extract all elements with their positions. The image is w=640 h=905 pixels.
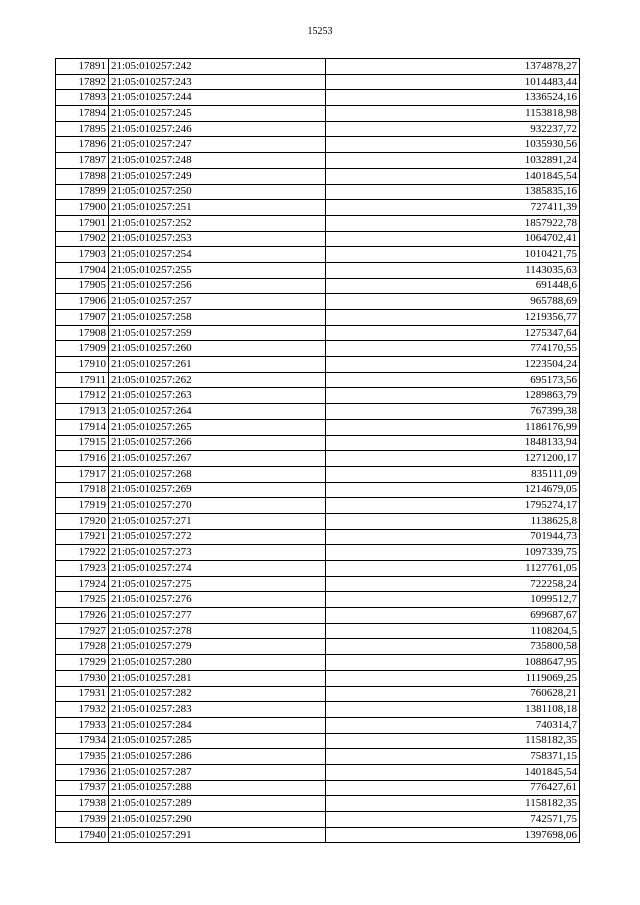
- value-cell: 722258,24: [326, 576, 580, 592]
- cadastral-number-cell: 21:05:010257:258: [109, 310, 326, 326]
- cadastral-number-cell: 21:05:010257:264: [109, 404, 326, 420]
- value-cell: 1153818,98: [326, 106, 580, 122]
- cadastral-number-cell: 21:05:010257:273: [109, 545, 326, 561]
- table-row: [56, 545, 580, 561]
- cadastral-number-cell: 21:05:010257:248: [109, 153, 326, 169]
- table-row: [56, 498, 580, 514]
- cadastral-number-cell: 21:05:010257:285: [109, 733, 326, 749]
- value-cell: 758371,15: [326, 749, 580, 765]
- table-row: [56, 529, 580, 545]
- row-number-cell: 17901: [56, 215, 109, 231]
- cadastral-number-cell: 21:05:010257:261: [109, 357, 326, 373]
- value-cell: 701944,73: [326, 529, 580, 545]
- table-row: [56, 404, 580, 420]
- cadastral-number-cell: 21:05:010257:252: [109, 215, 326, 231]
- table-row: [56, 796, 580, 812]
- row-number-cell: 17929: [56, 655, 109, 671]
- row-number-cell: 17898: [56, 168, 109, 184]
- value-cell: 774170,55: [326, 341, 580, 357]
- page-number: 15253: [307, 26, 333, 37]
- row-number-cell: 17903: [56, 247, 109, 263]
- row-number-cell: 17893: [56, 90, 109, 106]
- value-cell: 1186176,99: [326, 419, 580, 435]
- cadastral-number-cell: 21:05:010257:255: [109, 262, 326, 278]
- table-row: [56, 106, 580, 122]
- value-cell: 1119069,25: [326, 670, 580, 686]
- table-row: [56, 451, 580, 467]
- row-number-cell: 17923: [56, 561, 109, 577]
- table-row: [56, 215, 580, 231]
- cadastral-number-cell: 21:05:010257:290: [109, 812, 326, 828]
- table-row: [56, 561, 580, 577]
- cadastral-number-cell: 21:05:010257:287: [109, 764, 326, 780]
- cadastral-number-cell: 21:05:010257:271: [109, 513, 326, 529]
- table-row: [56, 435, 580, 451]
- table-row: [56, 59, 580, 75]
- value-cell: 1374878,27: [326, 59, 580, 75]
- table-row: [56, 592, 580, 608]
- table-row: [56, 764, 580, 780]
- table-row: [56, 137, 580, 153]
- cadastral-number-cell: 21:05:010257:262: [109, 372, 326, 388]
- row-number-cell: 17904: [56, 262, 109, 278]
- cadastral-number-cell: 21:05:010257:272: [109, 529, 326, 545]
- table-row: [56, 608, 580, 624]
- table-row: [56, 419, 580, 435]
- table-row: [56, 278, 580, 294]
- row-number-cell: 17895: [56, 121, 109, 137]
- row-number-cell: 17902: [56, 231, 109, 247]
- cadastral-number-cell: 21:05:010257:259: [109, 325, 326, 341]
- records-table: [55, 58, 580, 843]
- table-row: [56, 262, 580, 278]
- value-cell: 1127761,05: [326, 561, 580, 577]
- table-row: [56, 717, 580, 733]
- row-number-cell: 17927: [56, 623, 109, 639]
- cadastral-number-cell: 21:05:010257:254: [109, 247, 326, 263]
- row-number-cell: 17940: [56, 827, 109, 843]
- value-cell: 1158182,35: [326, 733, 580, 749]
- table-row: [56, 200, 580, 216]
- table-row: [56, 310, 580, 326]
- value-cell: 699687,67: [326, 608, 580, 624]
- row-number-cell: 17934: [56, 733, 109, 749]
- cadastral-number-cell: 21:05:010257:249: [109, 168, 326, 184]
- value-cell: 1848133,94: [326, 435, 580, 451]
- table-row: [56, 388, 580, 404]
- row-number-cell: 17939: [56, 812, 109, 828]
- value-cell: 965788,69: [326, 294, 580, 310]
- table-row: [56, 121, 580, 137]
- cadastral-number-cell: 21:05:010257:267: [109, 451, 326, 467]
- value-cell: 1088647,95: [326, 655, 580, 671]
- value-cell: 767399,38: [326, 404, 580, 420]
- cadastral-number-cell: 21:05:010257:256: [109, 278, 326, 294]
- cadastral-number-cell: 21:05:010257:270: [109, 498, 326, 514]
- value-cell: 1271200,17: [326, 451, 580, 467]
- cadastral-number-cell: 21:05:010257:276: [109, 592, 326, 608]
- cadastral-number-cell: 21:05:010257:275: [109, 576, 326, 592]
- row-number-cell: 17892: [56, 74, 109, 90]
- cadastral-number-cell: 21:05:010257:251: [109, 200, 326, 216]
- cadastral-number-cell: 21:05:010257:266: [109, 435, 326, 451]
- value-cell: 1401845,54: [326, 168, 580, 184]
- value-cell: 1097339,75: [326, 545, 580, 561]
- row-number-cell: 17924: [56, 576, 109, 592]
- value-cell: 1275347,64: [326, 325, 580, 341]
- row-number-cell: 17926: [56, 608, 109, 624]
- table-row: [56, 655, 580, 671]
- value-cell: 1064702,41: [326, 231, 580, 247]
- table-row: [56, 576, 580, 592]
- table-row: [56, 513, 580, 529]
- row-number-cell: 17905: [56, 278, 109, 294]
- records-table-body: [56, 59, 580, 843]
- row-number-cell: 17916: [56, 451, 109, 467]
- cadastral-number-cell: 21:05:010257:246: [109, 121, 326, 137]
- row-number-cell: 17937: [56, 780, 109, 796]
- cadastral-number-cell: 21:05:010257:284: [109, 717, 326, 733]
- value-cell: 776427,61: [326, 780, 580, 796]
- table-row: [56, 686, 580, 702]
- value-cell: 740314,7: [326, 717, 580, 733]
- value-cell: 1099512,7: [326, 592, 580, 608]
- value-cell: 727411,39: [326, 200, 580, 216]
- cadastral-number-cell: 21:05:010257:253: [109, 231, 326, 247]
- cadastral-number-cell: 21:05:010257:278: [109, 623, 326, 639]
- cadastral-number-cell: 21:05:010257:281: [109, 670, 326, 686]
- value-cell: 1223504,24: [326, 357, 580, 373]
- row-number-cell: 17921: [56, 529, 109, 545]
- value-cell: 1108204,5: [326, 623, 580, 639]
- table-row: [56, 827, 580, 843]
- value-cell: 1014483,44: [326, 74, 580, 90]
- cadastral-number-cell: 21:05:010257:268: [109, 466, 326, 482]
- row-number-cell: 17914: [56, 419, 109, 435]
- table-row: [56, 482, 580, 498]
- cadastral-number-cell: 21:05:010257:245: [109, 106, 326, 122]
- table-row: [56, 231, 580, 247]
- table-row: [56, 623, 580, 639]
- value-cell: 695173,56: [326, 372, 580, 388]
- cadastral-number-cell: 21:05:010257:291: [109, 827, 326, 843]
- cadastral-number-cell: 21:05:010257:242: [109, 59, 326, 75]
- table-row: [56, 247, 580, 263]
- value-cell: 1035930,56: [326, 137, 580, 153]
- row-number-cell: 17912: [56, 388, 109, 404]
- row-number-cell: 17938: [56, 796, 109, 812]
- cadastral-number-cell: 21:05:010257:274: [109, 561, 326, 577]
- value-cell: 1385835,16: [326, 184, 580, 200]
- row-number-cell: 17925: [56, 592, 109, 608]
- table-row: [56, 153, 580, 169]
- row-number-cell: 17899: [56, 184, 109, 200]
- row-number-cell: 17900: [56, 200, 109, 216]
- cadastral-number-cell: 21:05:010257:283: [109, 702, 326, 718]
- cadastral-number-cell: 21:05:010257:250: [109, 184, 326, 200]
- row-number-cell: 17907: [56, 310, 109, 326]
- cadastral-number-cell: 21:05:010257:263: [109, 388, 326, 404]
- cadastral-number-cell: 21:05:010257:260: [109, 341, 326, 357]
- row-number-cell: 17918: [56, 482, 109, 498]
- value-cell: 1214679,05: [326, 482, 580, 498]
- cadastral-number-cell: 21:05:010257:282: [109, 686, 326, 702]
- value-cell: 835111,09: [326, 466, 580, 482]
- table-row: [56, 74, 580, 90]
- cadastral-number-cell: 21:05:010257:265: [109, 419, 326, 435]
- table-row: [56, 357, 580, 373]
- value-cell: 1381108,18: [326, 702, 580, 718]
- value-cell: 1289863,79: [326, 388, 580, 404]
- row-number-cell: 17931: [56, 686, 109, 702]
- value-cell: 1857922,78: [326, 215, 580, 231]
- row-number-cell: 17936: [56, 764, 109, 780]
- row-number-cell: 17910: [56, 357, 109, 373]
- table-row: [56, 639, 580, 655]
- row-number-cell: 17933: [56, 717, 109, 733]
- table-row: [56, 372, 580, 388]
- cadastral-number-cell: 21:05:010257:244: [109, 90, 326, 106]
- cadastral-number-cell: 21:05:010257:277: [109, 608, 326, 624]
- value-cell: 1032891,24: [326, 153, 580, 169]
- row-number-cell: 17911: [56, 372, 109, 388]
- row-number-cell: 17897: [56, 153, 109, 169]
- row-number-cell: 17935: [56, 749, 109, 765]
- value-cell: 735800,58: [326, 639, 580, 655]
- row-number-cell: 17894: [56, 106, 109, 122]
- cadastral-number-cell: 21:05:010257:247: [109, 137, 326, 153]
- row-number-cell: 17919: [56, 498, 109, 514]
- row-number-cell: 17922: [56, 545, 109, 561]
- value-cell: 932237,72: [326, 121, 580, 137]
- cadastral-number-cell: 21:05:010257:288: [109, 780, 326, 796]
- value-cell: 1795274,17: [326, 498, 580, 514]
- table-row: [56, 749, 580, 765]
- value-cell: 1219356,77: [326, 310, 580, 326]
- table-row: [56, 780, 580, 796]
- row-number-cell: 17908: [56, 325, 109, 341]
- row-number-cell: 17913: [56, 404, 109, 420]
- cadastral-number-cell: 21:05:010257:279: [109, 639, 326, 655]
- table-row: [56, 341, 580, 357]
- row-number-cell: 17915: [56, 435, 109, 451]
- row-number-cell: 17906: [56, 294, 109, 310]
- row-number-cell: 17928: [56, 639, 109, 655]
- cadastral-number-cell: 21:05:010257:257: [109, 294, 326, 310]
- table-row: [56, 184, 580, 200]
- row-number-cell: 17932: [56, 702, 109, 718]
- row-number-cell: 17891: [56, 59, 109, 75]
- value-cell: 1143035,63: [326, 262, 580, 278]
- table-row: [56, 90, 580, 106]
- cadastral-number-cell: 21:05:010257:269: [109, 482, 326, 498]
- table-row: [56, 733, 580, 749]
- value-cell: 1397698,06: [326, 827, 580, 843]
- value-cell: 1336524,16: [326, 90, 580, 106]
- row-number-cell: 17920: [56, 513, 109, 529]
- table-row: [56, 294, 580, 310]
- cadastral-number-cell: 21:05:010257:289: [109, 796, 326, 812]
- cadastral-number-cell: 21:05:010257:286: [109, 749, 326, 765]
- table-row: [56, 670, 580, 686]
- cadastral-number-cell: 21:05:010257:243: [109, 74, 326, 90]
- table-row: [56, 325, 580, 341]
- value-cell: 1010421,75: [326, 247, 580, 263]
- row-number-cell: 17909: [56, 341, 109, 357]
- table-row: [56, 168, 580, 184]
- cadastral-number-cell: 21:05:010257:280: [109, 655, 326, 671]
- table-row: [56, 812, 580, 828]
- value-cell: 1138625,8: [326, 513, 580, 529]
- row-number-cell: 17896: [56, 137, 109, 153]
- value-cell: 1401845,54: [326, 764, 580, 780]
- value-cell: 742571,75: [326, 812, 580, 828]
- value-cell: 1158182,35: [326, 796, 580, 812]
- table-row: [56, 702, 580, 718]
- row-number-cell: 17917: [56, 466, 109, 482]
- value-cell: 760628,21: [326, 686, 580, 702]
- value-cell: 691448,6: [326, 278, 580, 294]
- table-row: [56, 466, 580, 482]
- row-number-cell: 17930: [56, 670, 109, 686]
